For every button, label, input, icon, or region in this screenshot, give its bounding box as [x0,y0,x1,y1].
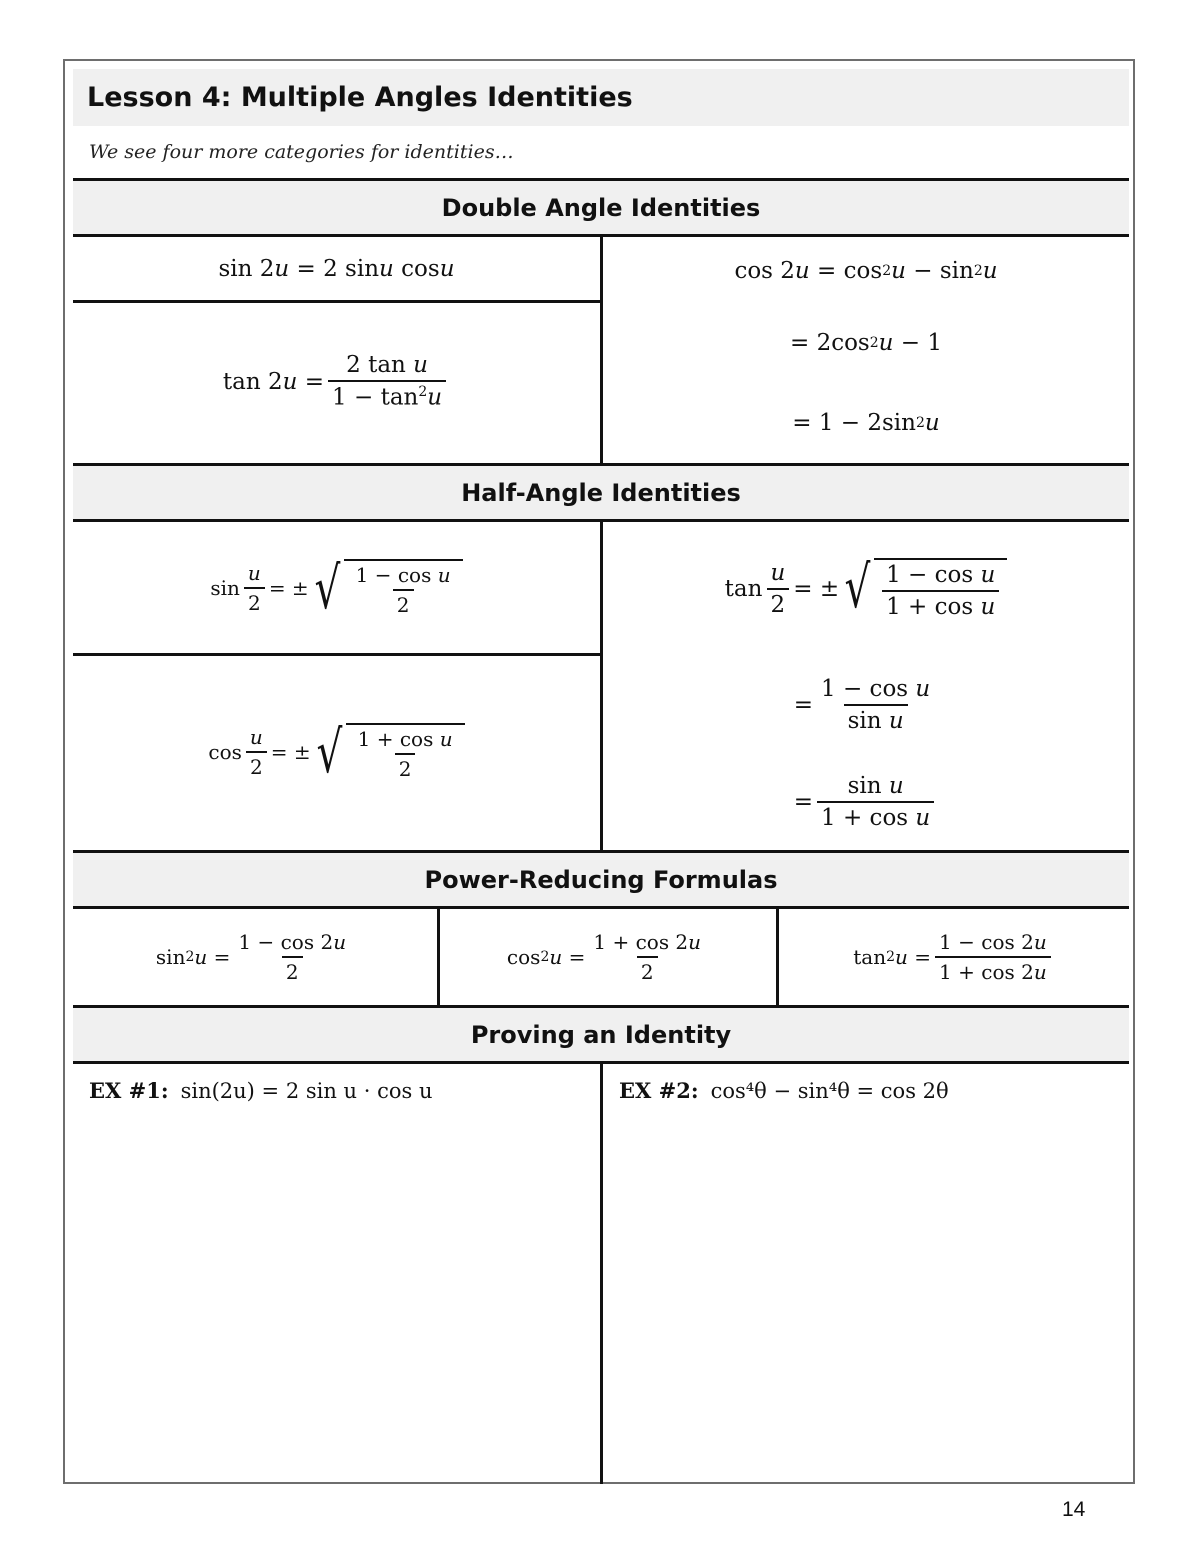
half-angle-row [73,522,1129,853]
tan-half-3: = $\frac{\text{sin u}}{\text{1 + cos u}}$ [603,767,1129,837]
sin-half-formula: sin $\frac{u}{2}$ = ± √ $\frac{\text{1 − cos u}}{2}$ [73,522,600,656]
cos-double-3: = 1 − 2sin 2 u [792,410,940,436]
power-reducing-row [73,909,1129,1008]
tan-half-1: tan $\frac{u}{2}$ = ± √ $\frac{\text{1 − cos u}}{\text{1 + cos u}}$ [603,544,1129,634]
proving-row [73,1064,1129,1484]
example-2[interactable] [603,1064,1129,1484]
tan-half-formulas [603,522,1129,850]
cos-double-2: = 2cos 2 u − 1 [789,330,943,356]
proving-heading: Proving an Identity [73,1008,1129,1064]
tan-squared-formula: tan 2 u = $\frac{1 - \cos 2u}{1 + \cos 2u}$ [779,909,1129,1005]
lesson-title: Lesson 4: Multiple Angles Identities [73,69,1129,126]
page-number: 14 [1062,1498,1086,1521]
cos-double-formulas [603,237,1129,463]
cos-double-1: cos 2 u = cos 2 u − sin 2 u [734,258,998,284]
half-angle-heading: Half-Angle Identities [73,466,1129,522]
example-2-expression: cos⁴θ − sin⁴θ = cos 2θ [710,1079,949,1103]
double-angle-row [73,237,1129,466]
example-1-expression: sin(2u) = 2 sin u · cos u [180,1079,433,1103]
tan-double-formula: tan 2 u = $\frac{\text{2 tan u}}{1 - \tan^2u}$ [73,303,600,460]
double-angle-left [73,237,603,463]
example-1-label: EX #1: [89,1078,169,1103]
sin-double-formula: sin 2 u = 2 sin u cos u [73,237,600,303]
cos-squared-formula: cos 2 u = $\frac{1 + \cos 2u}{2}$ [440,909,779,1005]
intro-text: We see four more categories for identities… [73,126,1129,181]
example-1[interactable] [73,1064,603,1484]
example-2-label: EX #2: [619,1078,699,1103]
tan-half-2: = $\frac{\text{1 − cos u}}{\text{sin u}}$ [793,676,931,734]
worksheet-content [73,69,1129,1484]
double-angle-heading: Double Angle Identities [73,181,1129,237]
cos-half-formula: cos $\frac{u}{2}$ = ± √ $\frac{\text{1 + cos u}}{2}$ [73,656,600,847]
half-angle-left [73,522,603,850]
worksheet-frame [63,59,1135,1484]
sin-squared-formula: sin 2 u = $\frac{1 - \cos 2u}{2}$ [73,909,440,1005]
power-reducing-heading: Power-Reducing Formulas [73,853,1129,909]
